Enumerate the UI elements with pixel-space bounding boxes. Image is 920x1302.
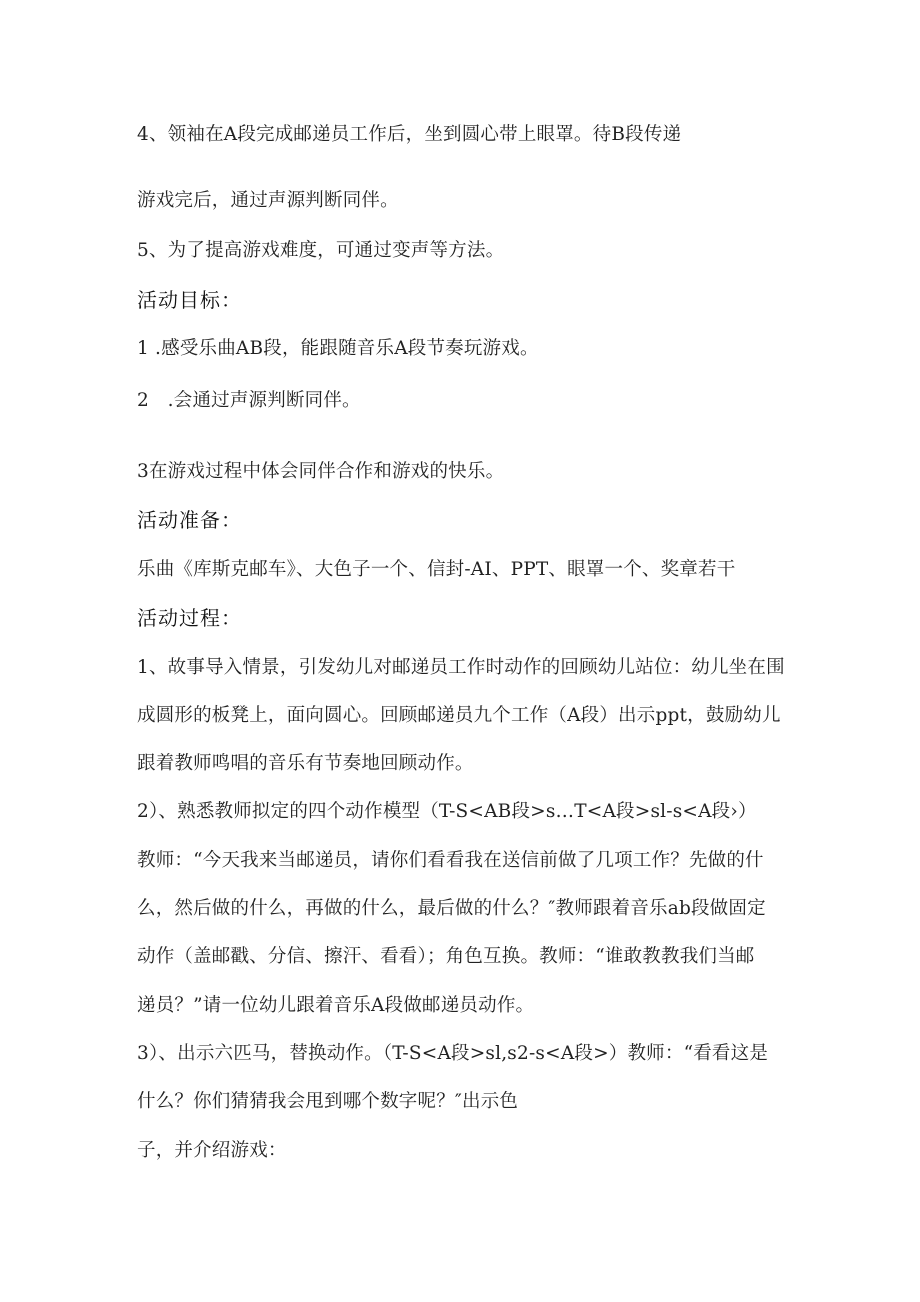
paragraph-line: 2）、熟悉教师拟定的四个动作模型（T-S<AB段>s…T<A段>sl-s<A段›） [137, 801, 757, 822]
paragraph-line: 2 .会通过声源判断同伴。 [137, 390, 361, 411]
paragraph-line: 1 .感受乐曲AB段，能跟随音乐A段节奏玩游戏。 [137, 338, 539, 359]
paragraph-line: 乐曲《库斯克邮车》、大色子一个、信封-AI、PPT、眼罩一个、奖章若干 [137, 559, 736, 580]
paragraph-line: 递员？”请一位幼儿跟着音乐A段做邮递员动作。 [137, 995, 535, 1016]
paragraph-line: 么，然后做的什么，再做的什么，最后做的什么？″教师跟着音乐ab段做固定 [137, 898, 766, 919]
paragraph-line: 跟着教师鸣唱的音乐有节奏地回顾动作。 [137, 753, 474, 774]
paragraph-line: 成圆形的板凳上，面向圆心。回顾邮递员九个工作（A段）出示ppt，鼓励幼儿 [137, 705, 781, 726]
paragraph-line: 子，并介绍游戏： [137, 1140, 287, 1161]
paragraph-line: 游戏完后，通过声源判断同伴。 [137, 190, 399, 211]
paragraph-line: 3）、出示六匹马，替换动作。（T-S<A段>sl,s2-s<A段>）教师：“看看这是 [137, 1043, 769, 1064]
section-heading-prep: 活动准备： [137, 508, 242, 532]
paragraph-line: 教师：“今天我来当邮递员，请你们看看我在送信前做了几项工作？先做的什 [137, 850, 764, 871]
section-heading-goals: 活动目标： [137, 288, 242, 312]
paragraph-line: 4、领袖在A段完成邮递员工作后，坐到圆心带上眼罩。待B段传递 [137, 124, 682, 145]
section-heading-process: 活动过程： [137, 606, 242, 630]
paragraph-line: 1、故事导入情景，引发幼儿对邮递员工作时动作的回顾幼儿站位：幼儿坐在围 [137, 657, 785, 678]
paragraph-line: 3在游戏过程中体会同伴合作和游戏的快乐。 [137, 461, 505, 482]
paragraph-line: 什么？你们猜猜我会甩到哪个数字呢？″出示色 [137, 1091, 519, 1112]
paragraph-line: 5、为了提高游戏难度，可通过变声等方法。 [137, 240, 505, 261]
paragraph-line: 动作（盖邮戳、分信、擦汗、看看）；角色互换。教师：“谁敢教教我们当邮 [137, 946, 755, 967]
